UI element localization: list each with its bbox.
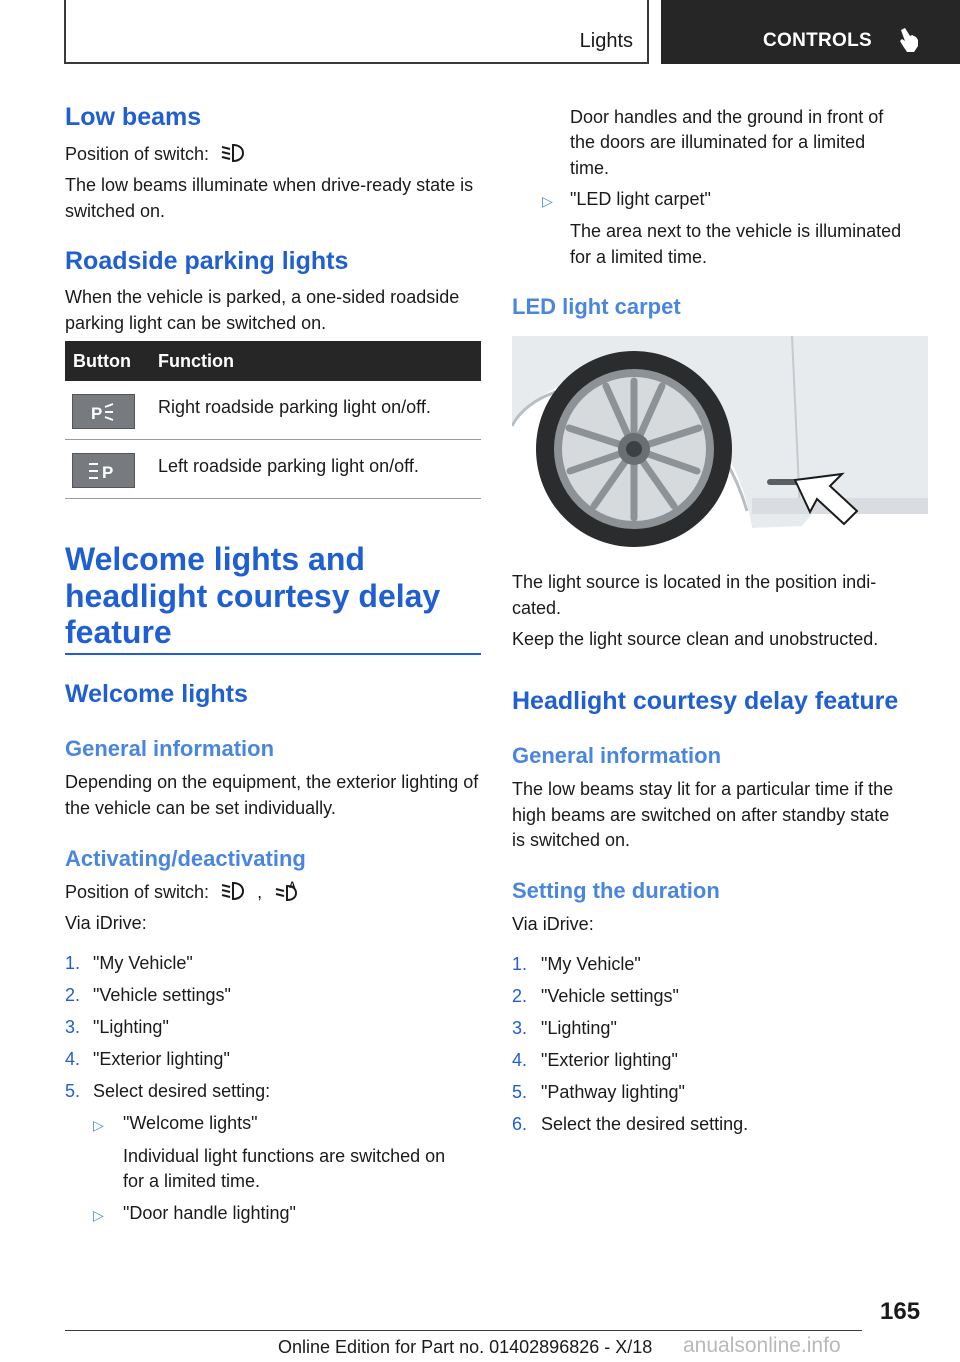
chapter-title-line-3: feature [65, 614, 172, 650]
step-number: 3. [65, 1017, 81, 1037]
activating-title: Activating/deactivating [65, 846, 306, 871]
door-desc-line-2: the doors are illuminated for a limited [570, 132, 866, 152]
svg-text:P: P [102, 463, 114, 482]
low-beam-icon [220, 142, 246, 164]
low-beam-icon [220, 880, 246, 902]
step-number: 1. [65, 953, 81, 973]
left-parking-light-button [72, 453, 135, 488]
automatic-headlight-icon [273, 880, 299, 902]
step-text: Select desired setting: [93, 1081, 271, 1101]
step-number: 3. [512, 1018, 528, 1038]
led-carpet-title: LED light carpet [512, 294, 681, 319]
right-parking-light-button [72, 394, 135, 429]
welcome-switch-line [65, 879, 299, 905]
triangle-bullet-icon: ▷ [93, 1207, 104, 1223]
table-cell-function: Left roadside parking light on/off. [158, 456, 419, 476]
step-number: 4. [512, 1050, 528, 1070]
vehicle-wheel-illustration [512, 336, 928, 547]
triangle-bullet-icon: ▷ [93, 1117, 104, 1133]
table-header-function: Function [158, 351, 234, 371]
parking-light-table [65, 341, 481, 499]
footer-watermark: anualsonline.info [683, 1334, 841, 1357]
sub-item-desc-line-2: for a limited time. [123, 1171, 261, 1191]
courtesy-general-title: General information [512, 743, 722, 768]
step-text: "Pathway lighting" [541, 1082, 685, 1102]
step-text: "Lighting" [93, 1017, 169, 1037]
left-parking-light-icon [87, 460, 121, 482]
section-title: Lights [579, 30, 633, 52]
sub-item-title: "Welcome lights" [123, 1113, 258, 1133]
step-text: "Exterior lighting" [541, 1050, 678, 1070]
pointing-hand-icon [897, 24, 921, 54]
low-beams-text: The low beams illuminate when drive-ready state is switched on. [65, 175, 474, 221]
step-number: 2. [512, 986, 528, 1006]
right-parking-light-icon [87, 401, 121, 423]
header-frame [64, 0, 649, 64]
table-header-button: Button [73, 351, 131, 371]
sub-item-desc-line-1: Individual light functions are switched on [123, 1146, 446, 1166]
switch-position-label: Position of switch: [65, 882, 210, 902]
step-number: 5. [65, 1081, 81, 1101]
step-text: Select the desired setting. [541, 1114, 749, 1134]
svg-text:A: A [289, 880, 296, 890]
sub-item-title: "LED light carpet" [570, 189, 711, 209]
duration-title: Setting the duration [512, 878, 720, 903]
switch-separator: , [257, 882, 263, 902]
step-number: 6. [512, 1114, 528, 1134]
step-text: "My Vehicle" [541, 954, 641, 974]
door-desc-line-1: Door handles and the ground in front of [570, 107, 884, 127]
chapter-title-line-1: Welcome lights and [65, 541, 365, 577]
door-desc-line-3: time. [570, 158, 610, 178]
chapter-tab [661, 0, 960, 64]
footer-edition: Online Edition for Part no. 01402896826 - X/18 [278, 1337, 653, 1357]
led-carpet-text: Keep the light source clean and unobstructed. [512, 629, 879, 649]
carpet-desc-line-2: for a limited time. [570, 247, 708, 267]
table-header [65, 341, 481, 381]
chapter-tab-label: CONTROLS [763, 30, 873, 51]
step-text: "Vehicle settings" [541, 986, 679, 1006]
triangle-bullet-icon: ▷ [542, 193, 553, 209]
step-text: "Exterior lighting" [93, 1049, 230, 1069]
courtesy-general-line-2: high beams are switched on after standby state [512, 805, 890, 825]
via-idrive-left: Via iDrive: [65, 913, 147, 933]
welcome-lights-title: Welcome lights [65, 680, 248, 708]
chapter-title-line-2: headlight courtesy delay [65, 578, 441, 614]
carpet-desc-line-1: The area next to the vehicle is illuminated [570, 221, 902, 241]
step-text: "My Vehicle" [93, 953, 193, 973]
general-info-text: Depending on the equipment, the exterior lighting of the vehicle can be set individually. [65, 772, 479, 818]
page-number: 165 [880, 1298, 921, 1325]
sub-item-title: "Door handle lighting" [123, 1203, 296, 1223]
svg-text:P: P [91, 404, 103, 423]
roadside-title: Roadside parking lights [65, 247, 349, 275]
low-beams-title: Low beams [65, 103, 202, 131]
courtesy-general-line-1: The low beams stay lit for a particular time if the [512, 779, 894, 799]
led-carpet-caption-2: cated. [512, 598, 562, 618]
roadside-text: When the vehicle is parked, a one-sided roadside parking light can be switched on. [65, 287, 460, 333]
step-number: 5. [512, 1082, 528, 1102]
chapter-rule [65, 653, 481, 655]
step-number: 2. [65, 985, 81, 1005]
general-info-title: General information [65, 736, 275, 761]
step-number: 1. [512, 954, 528, 974]
via-idrive-right: Via iDrive: [512, 914, 594, 934]
low-beams-switch-line [65, 141, 246, 167]
table-row [65, 381, 481, 440]
switch-position-label: Position of switch: [65, 144, 210, 164]
table-row [65, 440, 481, 499]
courtesy-title: Headlight courtesy delay feature [512, 687, 899, 715]
step-number: 4. [65, 1049, 81, 1069]
step-text: "Vehicle settings" [93, 985, 231, 1005]
table-cell-function: Right roadside parking light on/off. [158, 397, 431, 417]
led-carpet-caption-1: The light source is located in the position indi- [512, 572, 877, 592]
courtesy-general-line-3: is switched on. [512, 830, 631, 850]
footer-rule [65, 1330, 862, 1331]
step-text: "Lighting" [541, 1018, 617, 1038]
